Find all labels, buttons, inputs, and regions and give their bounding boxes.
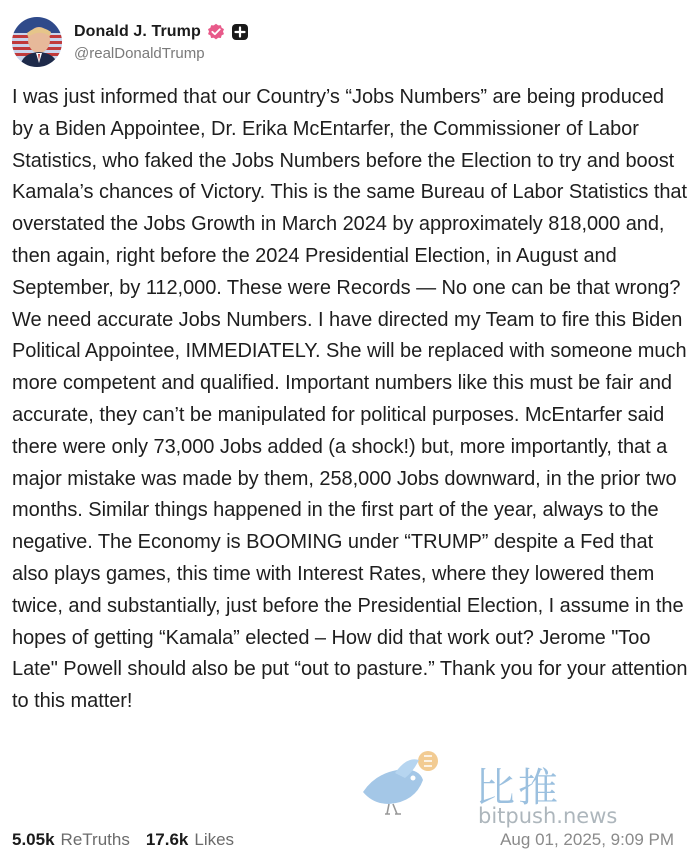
post-stats bbox=[12, 830, 244, 850]
watermark-overlay bbox=[355, 748, 675, 828]
author-handle[interactable]: @realDonaldTrump bbox=[74, 44, 205, 62]
author-avatar[interactable] bbox=[12, 17, 62, 67]
likes-label[interactable]: Likes bbox=[194, 830, 235, 849]
verified-badge-icon bbox=[207, 23, 225, 41]
watermark-site-name: 比推 bbox=[475, 765, 561, 811]
post-header bbox=[12, 16, 249, 68]
post-timestamp[interactable]: Aug 01, 2025, 9:09 PM bbox=[500, 830, 674, 849]
bird-logo-icon bbox=[355, 748, 445, 823]
retruths-count[interactable]: 5.05k bbox=[12, 830, 55, 849]
post-body-text: I was just informed that our Country’s “Jobs Numbers” are being produced by a Biden Appointee, Dr. Erika McEntarfer, the Commissioner of Labor Statistics, who faked the Jobs Numbers before the Election to try and boost Kamala’s chances of Victory. This is the same Bureau of Labor Statistics that overstated the Jobs Growth in March 2024 by approximately 818,000 and, then again, right before the 2024 Presidential Election, in August and September, by 112,000. These were Records — No one can be that wrong? We need accurate Jobs Numbers. I have directed my Team to fire this Biden Political Appointee, IMMEDIATELY. She will be replaced with someone much more competent and qualified. Important numbers like this must be fair and accurate, they can’t be manipulated for political purposes. McEntarfer said there were only 73,000 Jobs added (a shock!) but, more importantly, that a major mistake was made by them, 258,000 Jobs downward, in the prior two months. Similar things happened in the first part of the year, always to the negative. The Economy is BOOMING under “TRUMP” despite a Fed that also plays games, this time with Interest Rates, where they lowered them twice, and substantially, just before the Presidential Election, I assume in the hopes of getting “Kamala” elected – How did that work out? Jerome "Too Late" Powell should also be put “out to pasture.” Thank you for your attention to this matter! bbox=[12, 86, 693, 713]
likes-count[interactable]: 17.6k bbox=[145, 830, 189, 849]
avatar-portrait-icon bbox=[12, 17, 62, 67]
affiliate-badge-icon bbox=[231, 23, 249, 41]
author-name-row bbox=[74, 23, 249, 41]
watermark-site-url: bitpush.news bbox=[478, 804, 618, 828]
author-display-name[interactable]: Donald J. Trump bbox=[74, 22, 201, 40]
post-footer bbox=[12, 830, 692, 856]
retruths-label[interactable]: ReTruths bbox=[60, 830, 130, 849]
author-names bbox=[74, 23, 249, 62]
